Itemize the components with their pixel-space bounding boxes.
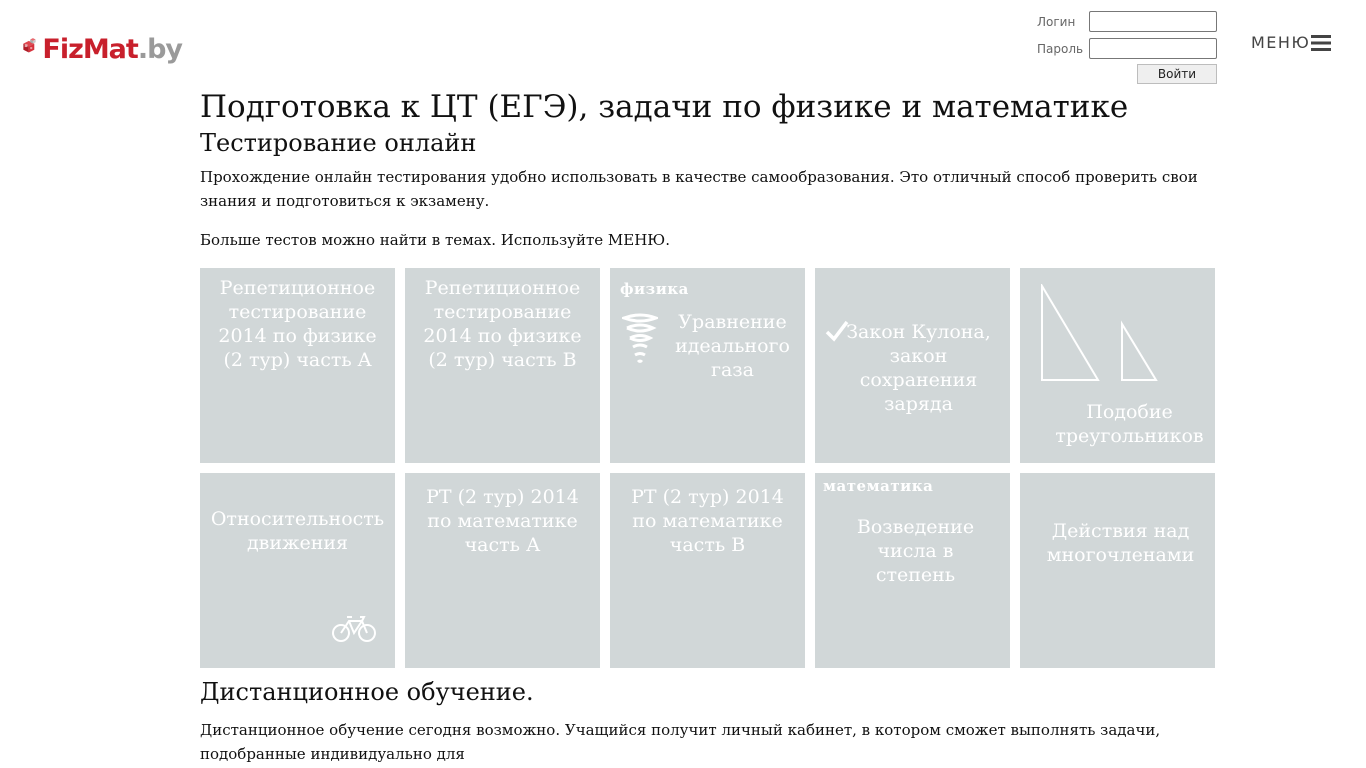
login-button[interactable]: Войти: [1137, 64, 1217, 84]
menu-button[interactable]: [1251, 33, 1331, 52]
password-row: [1030, 35, 1220, 62]
logo-cubes-icon: [22, 21, 38, 69]
tile-subject-tag: физика: [620, 280, 689, 298]
test-tile[interactable]: [815, 473, 1010, 668]
tile-label: Репетиционное тестирование 2014 по физике (2 тур) часть A: [218, 277, 377, 371]
tile-label: РТ (2 тур) 2014 по математике часть B: [631, 486, 784, 556]
login-form: [1030, 8, 1220, 81]
test-tile[interactable]: [610, 268, 805, 463]
triangles-icon: [1040, 284, 1160, 384]
test-tile[interactable]: [1020, 473, 1215, 668]
tile-label: Действия над многочленами: [1046, 520, 1195, 566]
logo-text-fiz: Fiz: [42, 33, 83, 65]
page-title: Подготовка к ЦТ (ЕГЭ), задачи по физике и математике: [200, 89, 1129, 125]
site-logo[interactable]: [22, 18, 182, 72]
logo-text-domain: .by: [137, 33, 182, 65]
tile-label: Возведение числа в степень: [856, 516, 975, 586]
distance-learning-text: Дистанционное обучение сегодня возможно. Учащийся получит личный кабинет, в котором сможет выполнять задачи, подобранные индивидуально для: [200, 721, 1161, 763]
tile-subject-tag: математика: [823, 477, 934, 495]
tile-label: Относительность движения: [210, 508, 385, 554]
login-row: [1030, 8, 1220, 35]
test-tile[interactable]: [610, 473, 805, 668]
login-input[interactable]: [1089, 11, 1217, 32]
tile-label: Подобие треугольников: [1055, 401, 1204, 447]
logo-text: [42, 34, 182, 65]
password-input[interactable]: [1089, 38, 1217, 59]
more-tests-text: Больше тестов можно найти в темах. Используйте МЕНЮ.: [200, 231, 670, 249]
test-tile[interactable]: [405, 268, 600, 463]
test-tile[interactable]: [200, 473, 395, 668]
tile-label: Репетиционное тестирование 2014 по физике (2 тур) часть B: [423, 277, 582, 371]
test-tile[interactable]: [1020, 268, 1215, 463]
bicycle-icon: [332, 613, 376, 643]
tile-label: Закон Кулона, закон сохранения заряда: [846, 321, 991, 415]
distance-learning-title: Дистанционное обучение.: [200, 678, 534, 706]
menu-label: МЕНЮ: [1251, 33, 1311, 52]
intro-text: Прохождение онлайн тестирования удобно использовать в качестве самообразования. Это отличный способ проверить свои знания и подготовиться к экзамену.: [200, 168, 1198, 210]
section-title: Тестирование онлайн: [200, 129, 477, 157]
test-tile[interactable]: [815, 268, 1010, 463]
test-tile[interactable]: [200, 268, 395, 463]
main-content: [200, 88, 1216, 766]
tornado-icon: [622, 312, 658, 372]
test-tiles-grid: [200, 268, 1216, 668]
test-tile[interactable]: [405, 473, 600, 668]
hamburger-icon: [1311, 34, 1331, 52]
login-label: Логин: [1037, 14, 1076, 29]
password-label: Пароль: [1037, 41, 1084, 56]
tile-label: РТ (2 тур) 2014 по математике часть А: [426, 486, 579, 556]
tile-label: Уравнение идеального газа: [675, 311, 790, 381]
logo-text-mat: Mat: [82, 33, 138, 65]
